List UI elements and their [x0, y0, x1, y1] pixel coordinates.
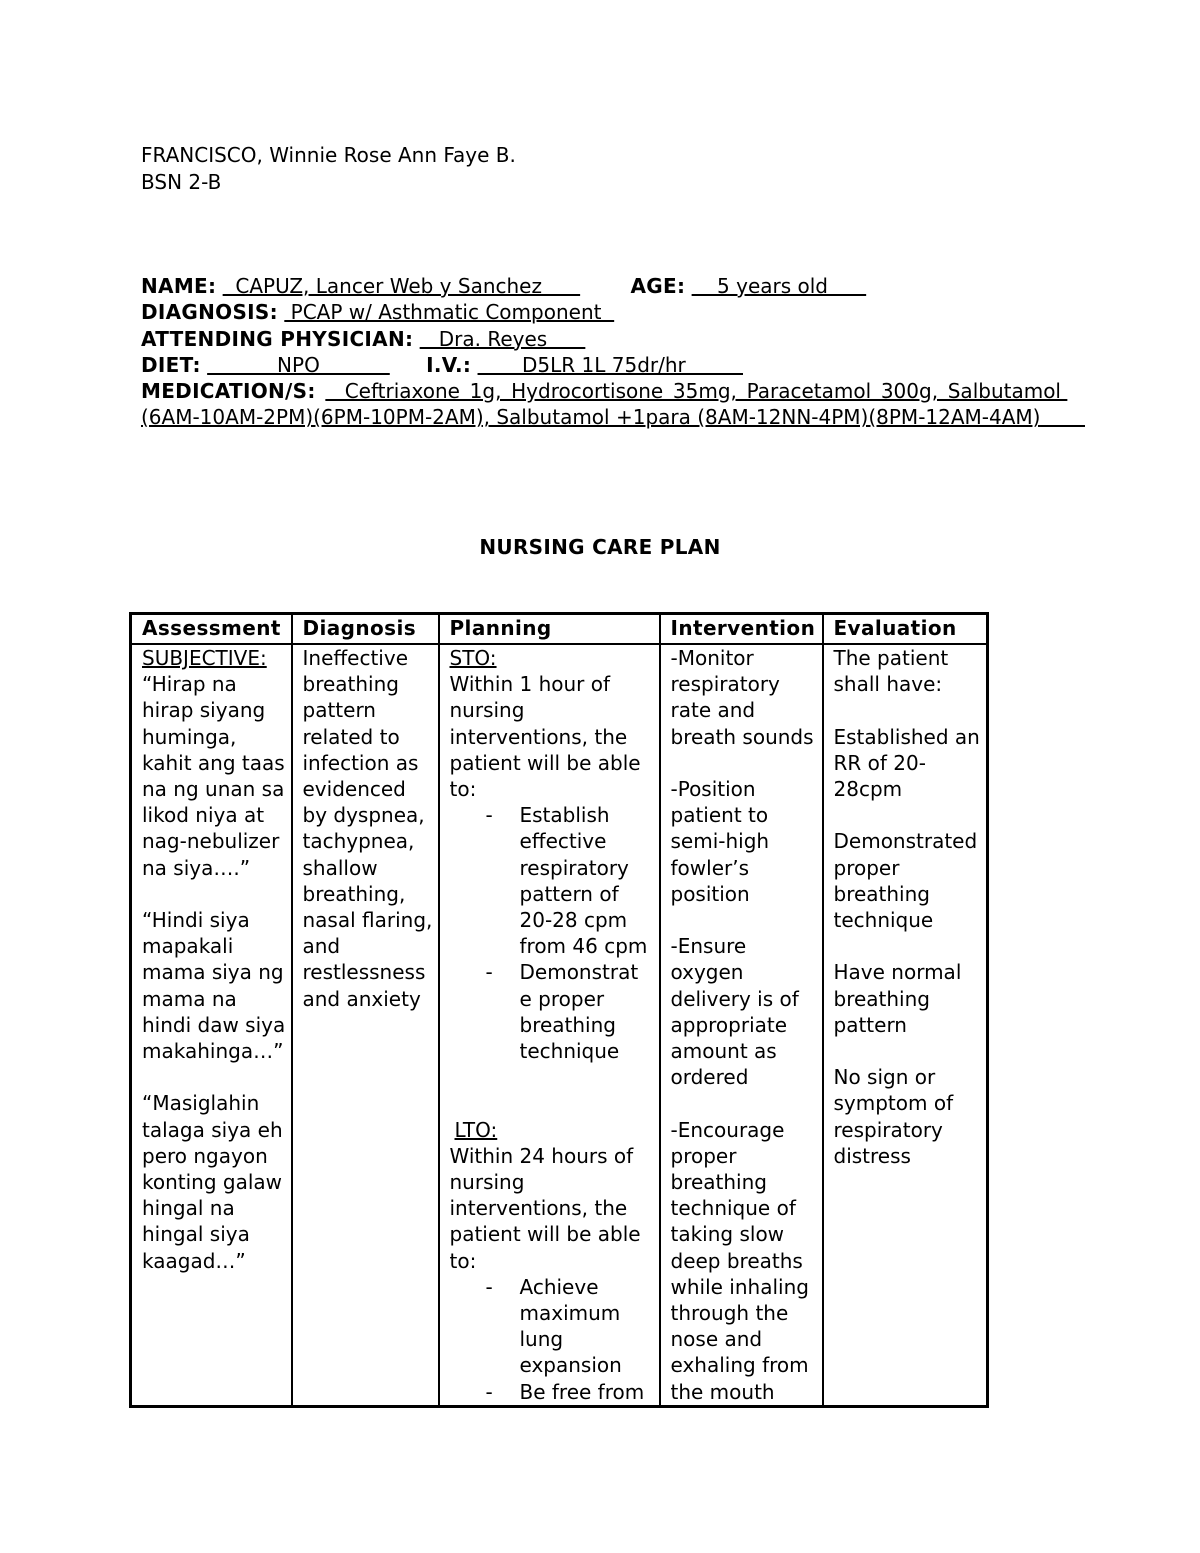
age-value: 5 years old — [691, 274, 867, 298]
diagnosis-label: DIAGNOSIS: — [141, 300, 278, 325]
nursing-care-plan-table — [129, 612, 989, 1408]
subjective-label: SUBJECTIVE: — [142, 646, 267, 670]
assessment-quote: “Hirap na hirap siyang huminga, kahit ang taas na ng unan sa likod niya at nag-nebulizer na siya….” — [142, 672, 285, 880]
evaluation-item: The patient shall have: — [833, 646, 949, 697]
name-value: CAPUZ, Lancer Web y Sanchez — [222, 274, 581, 298]
assessment-quote: “Hindi siya mapakali mama siya ng mama na hindi daw siya makahinga…” — [142, 908, 286, 1064]
evaluation-item: Have normal breathing pattern — [833, 960, 962, 1037]
page-title: NURSING CARE PLAN — [479, 535, 721, 559]
header-assessment: Assessment — [131, 614, 292, 645]
medication-label: MEDICATION/S: — [141, 379, 316, 404]
diagnosis-value: PCAP w/ Asthmatic Component — [284, 300, 615, 325]
iv-label: I.V.: — [426, 352, 472, 377]
diagnosis-cell — [292, 644, 439, 1406]
intervention-item: -Monitor respiratory rate and breath sounds — [670, 646, 814, 749]
header-evaluation: Evaluation — [823, 614, 988, 645]
evaluation-item: No sign or symptom of respiratory distress — [833, 1065, 954, 1168]
medication-value: Ceftriaxone 1g, Hydrocortisone 35mg, Paracetamol 300g, Salbutamol (6AM-10AM-2PM)(6PM-10PM-2AM), Salbutamol +1para (8AM-12NN-4PM)(8PM-12AM-4AM) — [141, 379, 1085, 430]
intervention-item: -Ensure oxygen delivery is of appropriate amount as ordered — [670, 934, 799, 1090]
medication-row — [141, 378, 1085, 431]
header-diagnosis: Diagnosis — [292, 614, 439, 645]
patient-info — [141, 273, 1085, 431]
student-section: BSN 2-B — [141, 170, 222, 194]
name-label: NAME: — [141, 274, 217, 298]
name-row — [141, 273, 1061, 299]
physician-value: Dra. Reyes — [419, 326, 586, 351]
evaluation-item: Established an RR of 20-28cpm — [833, 724, 980, 801]
lto-label: LTO: — [454, 1117, 498, 1142]
student-name: FRANCISCO, Winnie Rose Ann Faye B. — [141, 143, 516, 167]
header-intervention: Intervention — [660, 614, 823, 645]
assessment-quote: “Masiglahin talaga siya eh pero ngayon konting galaw hingal na hingal siya kaagad…” — [142, 1091, 283, 1273]
intervention-item: -Encourage proper breathing technique of taking slow deep breaths while inhaling through the nose and exhaling from the mouth — [670, 1117, 809, 1404]
table-row — [131, 644, 988, 1406]
evaluation-cell — [823, 644, 988, 1406]
diagnosis-text: Ineffective breathing pattern related to infection as evidenced by dyspnea, tachypnea, shallow breathing, nasal flaring, and restlessness and anxiety — [302, 646, 433, 1011]
age-label: AGE: — [630, 274, 686, 298]
iv-value: D5LR 1L 75dr/hr — [477, 352, 743, 377]
intervention-item: -Position patient to semi-high fowler’s position — [670, 777, 770, 906]
student-info — [141, 142, 516, 196]
sto-text: Within 1 hour of nursing interventions, the patient will be able to: — [449, 672, 641, 802]
table-header-row — [131, 614, 988, 645]
diet-label: DIET: — [141, 352, 201, 377]
assessment-cell — [131, 644, 292, 1406]
intervention-cell — [660, 644, 823, 1406]
list-item: - Be free from — [485, 1379, 645, 1404]
diagnosis-row — [141, 299, 1061, 325]
diet-value: NPO — [207, 352, 390, 377]
physician-row — [141, 326, 1061, 352]
physician-label: ATTENDING PHYSICIAN: — [141, 326, 414, 351]
planning-cell — [439, 644, 660, 1406]
sto-label: STO: — [449, 646, 497, 670]
lto-text: Within 24 hours of nursing interventions, the patient will be able to: — [449, 1143, 641, 1273]
header-planning: Planning — [439, 614, 660, 645]
list-item: - Establish effective respiratory pattern of 20-28 cpm from 46 cpm — [485, 803, 648, 959]
diet-row — [141, 352, 1061, 378]
list-item: - Achieve maximum lung expansion — [485, 1274, 622, 1378]
evaluation-item: Demonstrated proper breathing technique — [833, 829, 978, 932]
list-item: - Demonstrat e proper breathing technique — [485, 960, 639, 1064]
